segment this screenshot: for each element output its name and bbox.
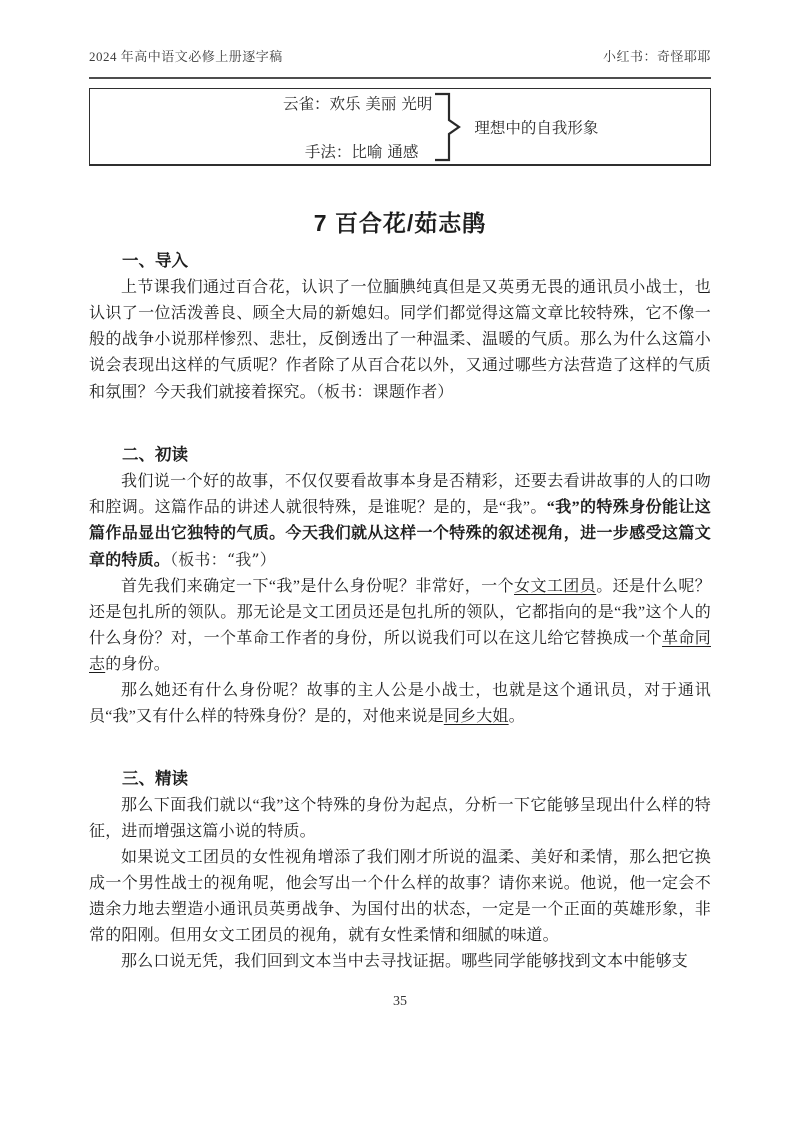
- paragraph-first-read-2: [89, 574, 711, 678]
- paragraph-run: 那么她还有什么身份呢？故事的主人公是小战士，也就是这个通讯员，对于通讯员“我”又有什么样的特殊身份？是的，对他来说是: [89, 682, 711, 725]
- board-diagram-group: [283, 91, 598, 163]
- lesson-title: 7 百合花/茹志鹃: [313, 210, 487, 236]
- paragraph-close-read-2: 如果说文工团员的女性视角增添了我们刚才所说的温柔、美好和柔情，那么把它换成一个男性战士的视角呢，他会写出一个什么样的故事？请你来说。他说，他一定会不遗余力地去塑造小通讯员英勇战争、为国付出的状态，一定是一个正面的英雄形象，非常的阳刚。但用女文工团员的视角，就有女性柔情和细腻的味道。: [89, 849, 711, 944]
- bold-run: “我”的特殊身份能让这篇作品显出它独特的气质。今天我们就从这样一个特殊的叙述视角，进一步感受这篇文章的特质。: [89, 499, 711, 569]
- paragraph-close-read-1: 那么下面我们就以“我”这个特殊的身份为起点，分析一下它能够呈现出什么样的特征，进而增强这篇小说的特质。: [89, 797, 711, 840]
- section-heading-close-read: 三、精读: [122, 770, 188, 788]
- paragraph-first-read-3: [89, 678, 711, 730]
- header-right-text: 小红书：奇怪耶耶: [602, 49, 711, 64]
- paragraph-intro-1: [89, 275, 711, 406]
- board-diagram: [89, 88, 711, 166]
- underlined-term: 革命同志: [89, 630, 711, 673]
- paragraph-first-read-1: [89, 469, 711, 574]
- paragraph-close-read-3: 那么口说无凭，我们回到文本当中去寻找证据。哪些同学能够找到文本中能够支: [121, 953, 689, 970]
- page-header: [89, 0, 711, 79]
- brace-icon: [435, 91, 461, 163]
- paragraph-run: 我们说一个好的故事，不仅仅要看故事本身是否精彩，还要去看讲故事的人的口吻和腔调。这篇作品的讲述人就很特殊，是谁呢？是的，是“我”。: [89, 473, 711, 516]
- underlined-term: 同乡大姐: [443, 708, 509, 725]
- header-left-text: 2024 年高中语文必修上册逐字稿: [89, 49, 283, 64]
- paragraph-run: 。还是什么呢？还是包扎所的领队。那无论是文工团员还是包扎所的领队，它都指向的是“我”这个人的什么身份？对，一个革命工作者的身份，所以说我们可以在这儿给它替换成一个: [89, 578, 711, 647]
- underlined-term: 女文工团员: [514, 578, 597, 595]
- paragraph-run: 首先我们来确定一下“我”是什么身份呢？非常好，一个: [121, 578, 515, 595]
- diagram-lines: [283, 92, 432, 162]
- paragraph-run: 的身份。: [105, 656, 171, 673]
- diagram-line-1: 云雀：欢乐 美丽 光明: [283, 94, 433, 113]
- section-heading-first-read: 二、初读: [122, 446, 188, 464]
- diagram-line-2: 手法：比喻 通感: [304, 142, 419, 161]
- paragraph-run: 上节课我们通过百合花，认识了一位腼腆纯真但是又英勇无畏的通讯员小战士，也认识了一位活泼善良、顾全大局的新媳妇。同学们都觉得这篇文章比较特殊，它不像一般的战争小说那样惨烈、悲壮，反倒透出了一种温柔、温暖的气质。那么为什么这篇小说会表现出这样的气质呢？作者除了从百合花以外，又通过哪些方法营造了这样的气质和氛围？今天我们就接着探究。: [89, 279, 711, 401]
- diagram-label: 理想中的自我形象: [474, 118, 599, 137]
- page-number: 35: [393, 994, 407, 1009]
- board-note: （板书：课题作者）: [315, 382, 454, 401]
- section-heading-intro: 一、导入: [122, 252, 188, 270]
- board-note: （板书：“我”）: [170, 550, 276, 569]
- paragraph-run: 。: [508, 708, 525, 725]
